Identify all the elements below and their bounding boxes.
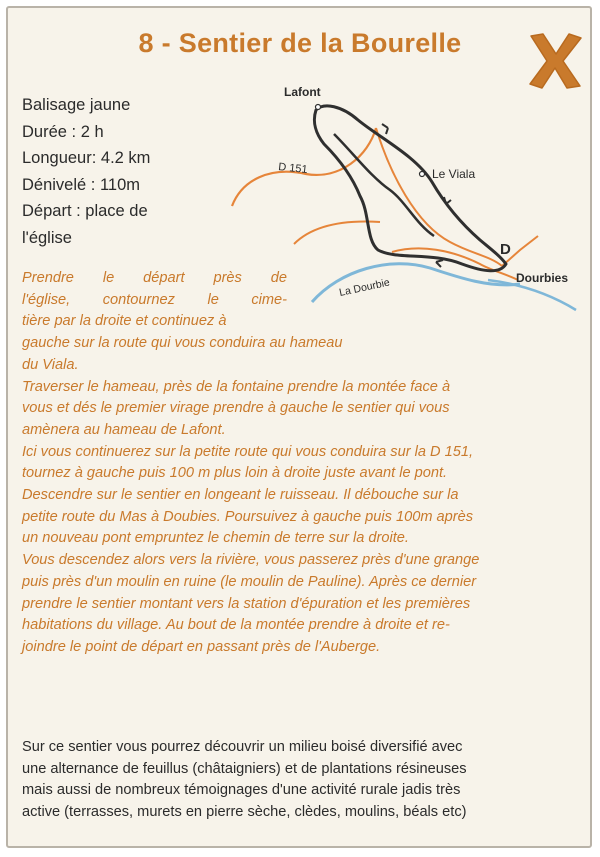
directions-text [22, 268, 479, 659]
directions-line: un nouveau pont empruntez le chemin de terre sur la droite. [22, 530, 409, 547]
road-dourbies [376, 128, 502, 266]
trail-info [22, 92, 150, 251]
directions-line: habitations du village. Au bout de la montée prendre à droite et re- [22, 617, 450, 634]
depart-text: Départ : place de [22, 202, 148, 220]
denivele-text: Dénivelé : 110m [22, 175, 141, 194]
closing-line: active (terrasses, murets en pierre sèche, clèdes, moulins, béals etc) [22, 804, 467, 821]
map-label-le-viala: Le Viala [432, 167, 476, 181]
directions-line: Traverser le hameau, près de la fontaine prendre la montée face à [22, 378, 451, 395]
trail-loop [314, 106, 506, 271]
map-label-dourbies: Dourbies [516, 271, 569, 285]
directions-line: Prendre le départ près de [22, 270, 287, 286]
closing-line: mais aussi de nombreux témoignages d'une activité rurale jadis très [22, 782, 461, 799]
directions-line: tournez à gauche puis 100 m plus loin à droite juste avant le pont. [22, 465, 448, 482]
map-label-depart: D [500, 241, 511, 258]
directions-line: prendre le sentier montant vers la station d'épuration et les premières [22, 595, 471, 612]
directions-line: gauche sur la route qui vous conduira au hameau [22, 335, 343, 352]
directions-line: Descendre sur le sentier en longeant le ruisseau. Il débouche sur la [22, 487, 459, 504]
balisage-text: Balisage jaune [22, 96, 131, 114]
directions-line: Ici vous continuerez sur la petite route qui vous conduira sur la D 151, [22, 443, 474, 460]
map-label-lafont: Lafont [284, 85, 321, 99]
closing-line: Sur ce sentier vous pourrez découvrir un milieu boisé diversifié avec [22, 739, 463, 755]
directions-line: du Viala. [22, 356, 79, 373]
depart-text-cont: l'église [22, 228, 72, 247]
directions-line: joindre le point de départ en passant près de l'Auberge. [22, 638, 381, 655]
map-label-d151: D 151 [277, 161, 309, 177]
directions-line: Vous descendez alors vers la rivière, vous passerez près d'une grange [22, 552, 480, 569]
duree-text: Durée : 2 h [22, 122, 104, 141]
longueur-text: Longueur: 4.2 km [22, 149, 151, 167]
directions-line: l'église, contournez le cime- [22, 291, 287, 308]
closing-line: une alternance de feuillus (châtaigniers) et de plantations résineuses [22, 760, 467, 777]
directions-line: amènera au hameau de Lafont. [22, 421, 226, 438]
closing-text [22, 737, 467, 824]
page-title: 8 - Sentier de la Bourelle [138, 28, 462, 58]
directions-line: petite route du Mas à Doubies. Poursuivez à gauche puis 100m après [22, 508, 474, 525]
directions-line: puis près d'un moulin en ruine (le moulin de Pauline). Après ce dernier [22, 573, 477, 590]
directions-line: vous et dés le premier virage prendre à gauche le sentier qui vous [22, 400, 450, 417]
directions-line: tière par la droite et continuez à [22, 313, 227, 330]
map-label-la-dourbie: La Dourbie [338, 276, 391, 299]
